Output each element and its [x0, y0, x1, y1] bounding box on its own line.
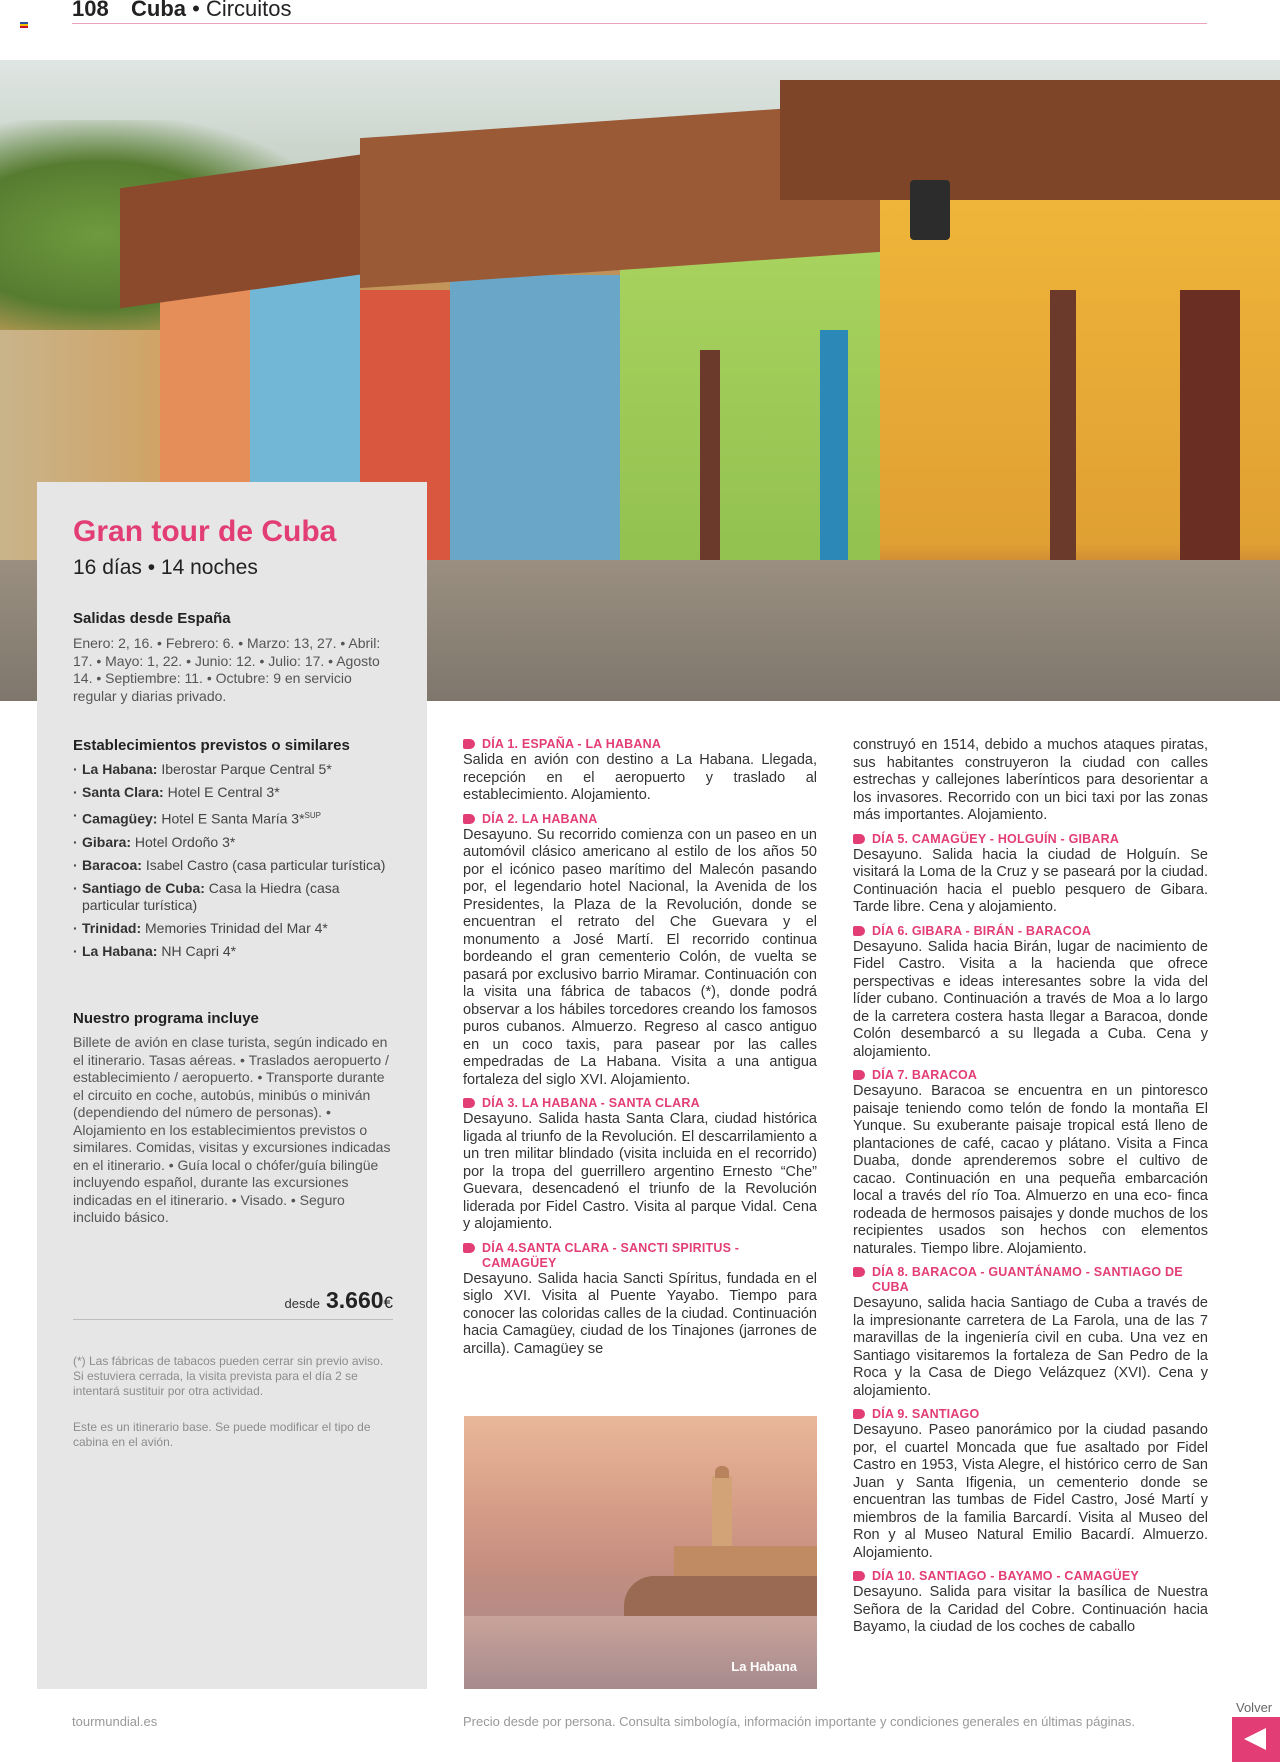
- day-text: construyó en 1514, debido a muchos ataques piratas, sus habitantes construyeron la ciudad con calles estrechas y callejones laberínticos para desorientar a los invasores. Recorrido con un bici taxi por las zonas más importantes. Alojamiento.: [853, 737, 1208, 823]
- day-text: Desayuno. Paseo panorámico por la ciudad pasando por, el cuartel Moncada que fue asaltado por Fidel Castro en 1953, Vista Alegre, el histórico cerro de San Juan y Santa Ifigenia, un cementerio donde se encuentran las tumbas de Fidel Castro, José Martí y miembros de la familia Barcardí. Visita al Museo del Ron y al Museo Natural Emilio Bacardí. Almuerzo. Alojamiento.: [853, 1422, 1208, 1561]
- price-disclaimer: Precio desde por persona. Consulta simbología, información importante y condiciones generales en últimas páginas.: [463, 1714, 1136, 1729]
- day-heading: DÍA 1. ESPAÑA - LA HABANA: [463, 737, 817, 752]
- day-heading: DÍA 8. BARACOA - GUANTÁNAMO - SANTIAGO DE CUBA: [853, 1265, 1208, 1295]
- day-text: Desayuno. Salida hacia Birán, lugar de nacimiento de Fidel Castro. Visita a la hacienda que ofrece perspectivas e ideas interesantes sobre la vida del líder cubano. Continuación a través de Moa a lo largo de la carretera costera hasta llegar a Baracoa, donde Colón desembarcó a su llegada a Cuba. Cena y alojamiento.: [853, 938, 1208, 1060]
- itinerary-column-2: [853, 737, 1208, 1637]
- header-separator: •: [186, 0, 206, 21]
- photo-caption: La Habana: [731, 1659, 797, 1674]
- page-header: [72, 0, 1207, 24]
- list-item: · Santa Clara: Hotel E Central 3*: [73, 784, 393, 802]
- day-heading: DÍA 3. LA HABANA - SANTA CLARA: [463, 1096, 817, 1111]
- day-heading: DÍA 4.SANTA CLARA - SANCTI SPIRITUS - CAMAGÜEY: [463, 1241, 817, 1271]
- list-item: · La Habana: Iberostar Parque Central 5*: [73, 761, 393, 779]
- hotels-list: [73, 761, 393, 966]
- day-heading: DÍA 2. LA HABANA: [463, 812, 817, 827]
- tour-info-panel: [37, 482, 427, 1689]
- day-heading: DÍA 10. SANTIAGO - BAYAMO - CAMAGÜEY: [853, 1569, 1208, 1584]
- header-title: [131, 0, 292, 22]
- header-destination: Cuba: [131, 0, 186, 21]
- list-item: · Trinidad: Memories Trinidad del Mar 4*: [73, 920, 393, 938]
- day-text: Desayuno. Salida hacia la ciudad de Holguín. Se visitará la Loma de la Cruz y se paseará por la ciudad. Continuación hacia el pueblo pesquero de Gibara. Tarde libre. Cena y alojamiento.: [853, 846, 1208, 915]
- day-heading: DÍA 5. CAMAGÜEY - HOLGUÍN - GIBARA: [853, 832, 1208, 847]
- list-item: · La Habana: NH Capri 4*: [73, 943, 393, 961]
- flag-icon: [20, 22, 28, 28]
- day-heading: DÍA 9. SANTIAGO: [853, 1407, 1208, 1422]
- day-heading: DÍA 7. BARACOA: [853, 1068, 1208, 1083]
- price-block: [73, 1287, 393, 1320]
- day-text: Desayuno. Su recorrido comienza con un paseo en un automóvil clásico americano al estilo de los años 50 por el icónico paseo marítimo del Malecón pasando por, el legendario hotel Nacional, la Avenida de los Presidentes, la Plaza de la Revolución, donde se encuentran el retrato del Che Guevara y el monumento a José Martí. El recorrido continua bordeando el gran cementerio Colón, de vuelta se pasará por exclusivo barrio Miramar. Continuación con la visita una fábrica de tabacos (*), donde podrá observar a los hábiles torcedores creando los famosos puros cubanos. Almuerzo. Regreso al casco antiguo en un coco taxis, para pasear por las calles empedradas de La Habana. Visita a una antigua fortaleza del siglo XVI. Alojamiento.: [463, 826, 817, 1088]
- day-text: Desayuno. Salida para visitar la basílica de Nuestra Señora de la Caridad del Cobre. Continuación hacia Bayamo, la ciudad de los coches de caballo: [853, 1584, 1208, 1635]
- price-label: desde: [284, 1296, 320, 1311]
- hotels-heading: Establecimientos previstos o similares: [73, 737, 350, 754]
- includes-text: Billete de avión en clase turista, según indicado en el itinerario. Tasas aéreas. • Traslados aeropuerto / establecimiento / aeropuerto. • Transporte durante el circuito en coche, autobús, minibús o miniván (dependiendo del número de personas). • Alojamiento en los establecimientos previstos o similares. Comidas, visitas y excursiones indicadas en el itinerario. • Guía local o chófer/guía bilingüe incluyendo español, durante las excursiones indicadas en el itinerario. • Visado. • Seguro incluido básico.: [73, 1034, 391, 1225]
- tour-title: Gran tour de Cuba: [73, 515, 337, 548]
- arrow-left-icon: [1244, 1728, 1266, 1750]
- website-link[interactable]: tourmundial.es: [72, 1714, 158, 1729]
- tour-duration: 16 días • 14 noches: [73, 556, 258, 579]
- header-section: Circuitos: [205, 0, 292, 21]
- back-label: Volver: [1236, 1700, 1273, 1715]
- havana-photo: [464, 1416, 817, 1689]
- back-button[interactable]: [1232, 1717, 1280, 1762]
- itinerary-note: Este es un itinerario base. Se puede modificar el tipo de cabina en el avión.: [73, 1420, 371, 1449]
- day-text: Desayuno. Baracoa se encuentra en un pintoresco paisaje teniendo como telón de fondo la montaña El Yunque. Su exuberante paisaje tropical está lleno de plantaciones de café, cacao y plátano. Visita a Finca Duaba, donde aprenderemos sobre el cultivo de cacao. Continuación en una pequeña embarcación local a través del río Toa. Almuerzo en una eco- finca rodeada de hermosos paisajes y donde muchos de los recipientes usados son hechos con elementos naturales. Tiempo libre. Alojamiento.: [853, 1083, 1208, 1257]
- day-heading: DÍA 6. GIBARA - BIRÁN - BARACOA: [853, 924, 1208, 939]
- includes-heading: Nuestro programa incluye: [73, 1010, 259, 1027]
- day-text: Salida en avión con destino a La Habana. Llegada, recepción en el aeropuerto y traslado al establecimiento. Alojamiento.: [463, 752, 817, 803]
- tobacco-note: (*) Las fábricas de tabacos pueden cerrar sin previo aviso. Si estuviera cerrada, la visita prevista para el día 2 se intentará sustituir por otra actividad.: [73, 1354, 384, 1398]
- day-text: Desayuno. Salida hasta Santa Clara, ciudad histórica ligada al triunfo de la Revolución. El descarrilamiento a un tren militar blindado (visita incluida en el recorrido) por la tropa del guerrillero argentino Ernesto “Che” Guevara, desencadenó el triunfo de la Revolución liderada por Fidel Castro. Visita al parque Vidal. Cena y alojamiento.: [463, 1111, 817, 1232]
- day-text: Desayuno, salida hacia Santiago de Cuba a través de la impresionante carretera de La Farola, una de las 7 maravillas de la ingeniería civil en cuba. Una vez en Santiago visitaremos la fortaleza de San Pedro de la Roca y la Casa de Diego Velázquez (XVI). Cena y alojamiento.: [853, 1295, 1208, 1399]
- list-item: · Baracoa: Isabel Castro (casa particular turística): [73, 857, 393, 875]
- list-item: · Camagüey: Hotel E Santa María 3*$^{SUP}$: [73, 807, 393, 828]
- departures-heading: Salidas desde España: [73, 610, 231, 627]
- day-text: Desayuno. Salida hacia Sancti Spíritus, fundada en el siglo XVI. Visita al Puente Yayabo. Tiempo para conocer las coloridas calles de la ciudad. Continuación hacia Camagüey, ciudad de los Tinajones (jarrones de arcilla). Camagüey se: [463, 1270, 817, 1357]
- page-number: 108: [72, 0, 109, 21]
- price-amount: 3.660: [325, 1287, 384, 1313]
- itinerary-column-1: [463, 737, 817, 1358]
- price-currency: €: [383, 1293, 393, 1312]
- departures-text: Enero: 2, 16. • Febrero: 6. • Marzo: 13, 27. • Abril: 17. • Mayo: 1, 22. • Junio: 12. • Julio: 17. • Agosto 14. • Septiembre: 11. • Octubre: 9 en servicio regular y diarias privado.: [73, 635, 381, 704]
- list-item: · Gibara: Hotel Ordoño 3*: [73, 834, 393, 852]
- list-item: · Santiago de Cuba: Casa la Hiedra (casa particular turística): [73, 880, 393, 915]
